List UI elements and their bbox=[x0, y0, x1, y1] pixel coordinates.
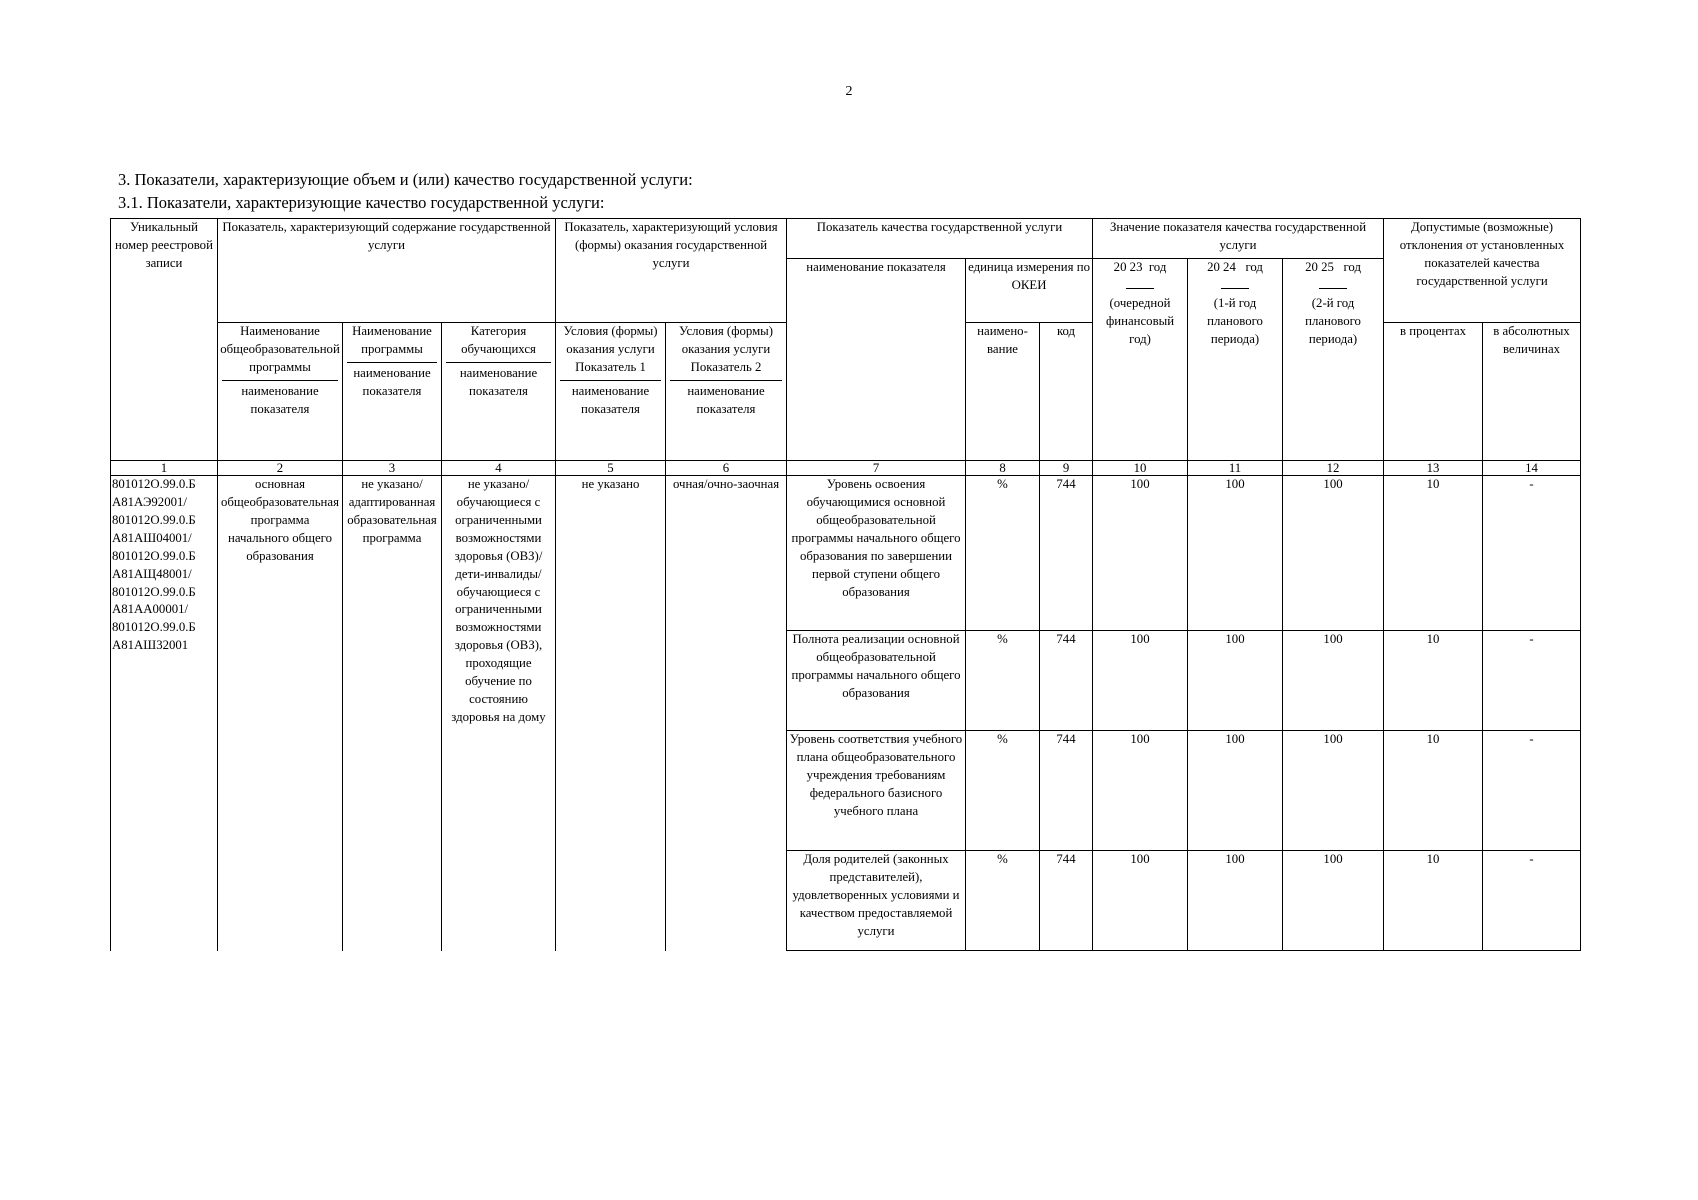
value-2024: 100 bbox=[1188, 476, 1283, 631]
header-year-2024 bbox=[1188, 259, 1283, 461]
header-year-2023 bbox=[1093, 259, 1188, 461]
column-number: 9 bbox=[1040, 461, 1093, 476]
column-number: 6 bbox=[666, 461, 787, 476]
code-value: 744 bbox=[1040, 731, 1093, 851]
header-sub-program: Наименование программы наименование показателя bbox=[343, 323, 442, 461]
page-number: 2 bbox=[845, 84, 853, 99]
column-number: 8 bbox=[966, 461, 1040, 476]
value-2025: 100 bbox=[1283, 851, 1384, 951]
value-2024: 100 bbox=[1188, 631, 1283, 731]
deviation-absolute: - bbox=[1483, 851, 1581, 951]
indicator-name: Полнота реализации основной общеобразовательной программы начального общего образования bbox=[787, 631, 966, 731]
column-number: 5 bbox=[556, 461, 666, 476]
header-dev-percent: в процентах bbox=[1384, 323, 1483, 461]
unique-record-number: 801012О.99.0.Б А81АЭ92001/ 801012О.99.0.Б А81АШ04001/ 801012О.99.0.Б А81АЩ48001/ 801012О.99.0.Б А81АА00001/ 801012О.99.0.Б А81АШ32001 bbox=[111, 476, 218, 951]
header-sub-cond1: Условия (формы) оказания услуги Показатель 1 наименование показателя bbox=[556, 323, 666, 461]
column-number: 10 bbox=[1093, 461, 1188, 476]
unit-value: % bbox=[966, 476, 1040, 631]
header-deviations: Допустимые (возможные) отклонения от установленных показателей качества государственной услуги bbox=[1384, 219, 1581, 323]
unit-value: % bbox=[966, 851, 1040, 951]
header-sub-cond2: Условия (формы) оказания услуги Показатель 2 наименование показателя bbox=[666, 323, 787, 461]
section-heading-3: 3. Показатели, характеризующие объем и (или) качество государственной услуги: bbox=[118, 170, 693, 189]
value-2023: 100 bbox=[1093, 851, 1188, 951]
header-indicator-name: наименование показателя bbox=[787, 259, 966, 461]
header-okei-unit: единица измерения по ОКЕИ bbox=[966, 259, 1093, 323]
column-number: 3 bbox=[343, 461, 442, 476]
deviation-percent: 10 bbox=[1384, 851, 1483, 951]
code-value: 744 bbox=[1040, 631, 1093, 731]
year-2024-note: (1-й год планового периода) bbox=[1207, 295, 1263, 346]
unit-value: % bbox=[966, 631, 1040, 731]
deviation-absolute: - bbox=[1483, 631, 1581, 731]
year-2025-label: 20 25 год bbox=[1305, 260, 1361, 274]
header-content-indicator: Показатель, характеризующий содержание государственной услуги bbox=[218, 219, 556, 323]
deviation-percent: 10 bbox=[1384, 631, 1483, 731]
header-unique-number: Уникальный номер реестровой записи bbox=[111, 219, 218, 461]
indicator-name: Доля родителей (законных представителей), удовлетворенных условиями и качеством предоставляемой услуги bbox=[787, 851, 966, 951]
deviation-percent: 10 bbox=[1384, 731, 1483, 851]
value-2024: 100 bbox=[1188, 851, 1283, 951]
header-dev-absolute: в абсолютных величинах bbox=[1483, 323, 1581, 461]
column-number: 12 bbox=[1283, 461, 1384, 476]
value-2025: 100 bbox=[1283, 731, 1384, 851]
year-2023-note: (очередной финансовый год) bbox=[1105, 295, 1175, 346]
indicator-name: Уровень освоения обучающимися основной общеобразовательной программы начального общего образования по завершении первой ступени общего образования bbox=[787, 476, 966, 631]
column-number-row bbox=[111, 461, 1581, 476]
cond1-value: не указано bbox=[556, 476, 666, 951]
indicator-name: Уровень соответствия учебного плана общеобразовательного учреждения требованиям федерального базисного учебного плана bbox=[787, 731, 966, 851]
column-number: 13 bbox=[1384, 461, 1483, 476]
column-number: 14 bbox=[1483, 461, 1581, 476]
code-value: 744 bbox=[1040, 851, 1093, 951]
column-number: 11 bbox=[1188, 461, 1283, 476]
column-number: 4 bbox=[442, 461, 556, 476]
value-2023: 100 bbox=[1093, 631, 1188, 731]
header-okei-name: наимено-вание bbox=[966, 323, 1040, 461]
cond2-value: очная/очно-заочная bbox=[666, 476, 787, 951]
value-2023: 100 bbox=[1093, 731, 1188, 851]
deviation-absolute: - bbox=[1483, 731, 1581, 851]
header-year-2025 bbox=[1283, 259, 1384, 461]
unit-value: % bbox=[966, 731, 1040, 851]
deviation-percent: 10 bbox=[1384, 476, 1483, 631]
value-2025: 100 bbox=[1283, 476, 1384, 631]
table-row bbox=[111, 476, 1581, 631]
header-conditions-indicator: Показатель, характеризующий условия (формы) оказания государственной услуги bbox=[556, 219, 787, 323]
code-value: 744 bbox=[1040, 476, 1093, 631]
category-value: не указано/ обучающиеся с ограниченными возможностями здоровья (ОВЗ)/ дети-инвалиды/ обучающиеся с ограниченными возможностями здоровья (ОВЗ), проходящие обучение по состоянию здоровья на дому bbox=[442, 476, 556, 951]
value-2023: 100 bbox=[1093, 476, 1188, 631]
section-heading-3-1: 3.1. Показатели, характеризующие качество государственной услуги: bbox=[118, 193, 605, 212]
year-2024-label: 20 24 год bbox=[1207, 260, 1263, 274]
year-2023-label: 20 23 год bbox=[1113, 260, 1167, 274]
deviation-absolute: - bbox=[1483, 476, 1581, 631]
header-row-1 bbox=[111, 219, 1581, 259]
column-number: 1 bbox=[111, 461, 218, 476]
value-2024: 100 bbox=[1188, 731, 1283, 851]
header-quality-value: Значение показателя качества государственной услуги bbox=[1093, 219, 1384, 259]
column-number: 2 bbox=[218, 461, 343, 476]
header-sub-category: Категория обучающихся наименование показателя bbox=[442, 323, 556, 461]
value-2025: 100 bbox=[1283, 631, 1384, 731]
year-2025-note: (2-й год планового периода) bbox=[1305, 295, 1361, 346]
column-number: 7 bbox=[787, 461, 966, 476]
header-quality-indicator: Показатель качества государственной услуги bbox=[787, 219, 1093, 259]
header-okei-code: код bbox=[1040, 323, 1093, 461]
program-value: не указано/ адаптированная образовательная программа bbox=[343, 476, 442, 951]
program-name-value: основная общеобразовательная программа начального общего образования bbox=[218, 476, 343, 951]
header-sub-program-name: Наименование общеобразовательной программы наименование показателя bbox=[218, 323, 343, 461]
quality-indicators-table bbox=[110, 218, 1581, 951]
